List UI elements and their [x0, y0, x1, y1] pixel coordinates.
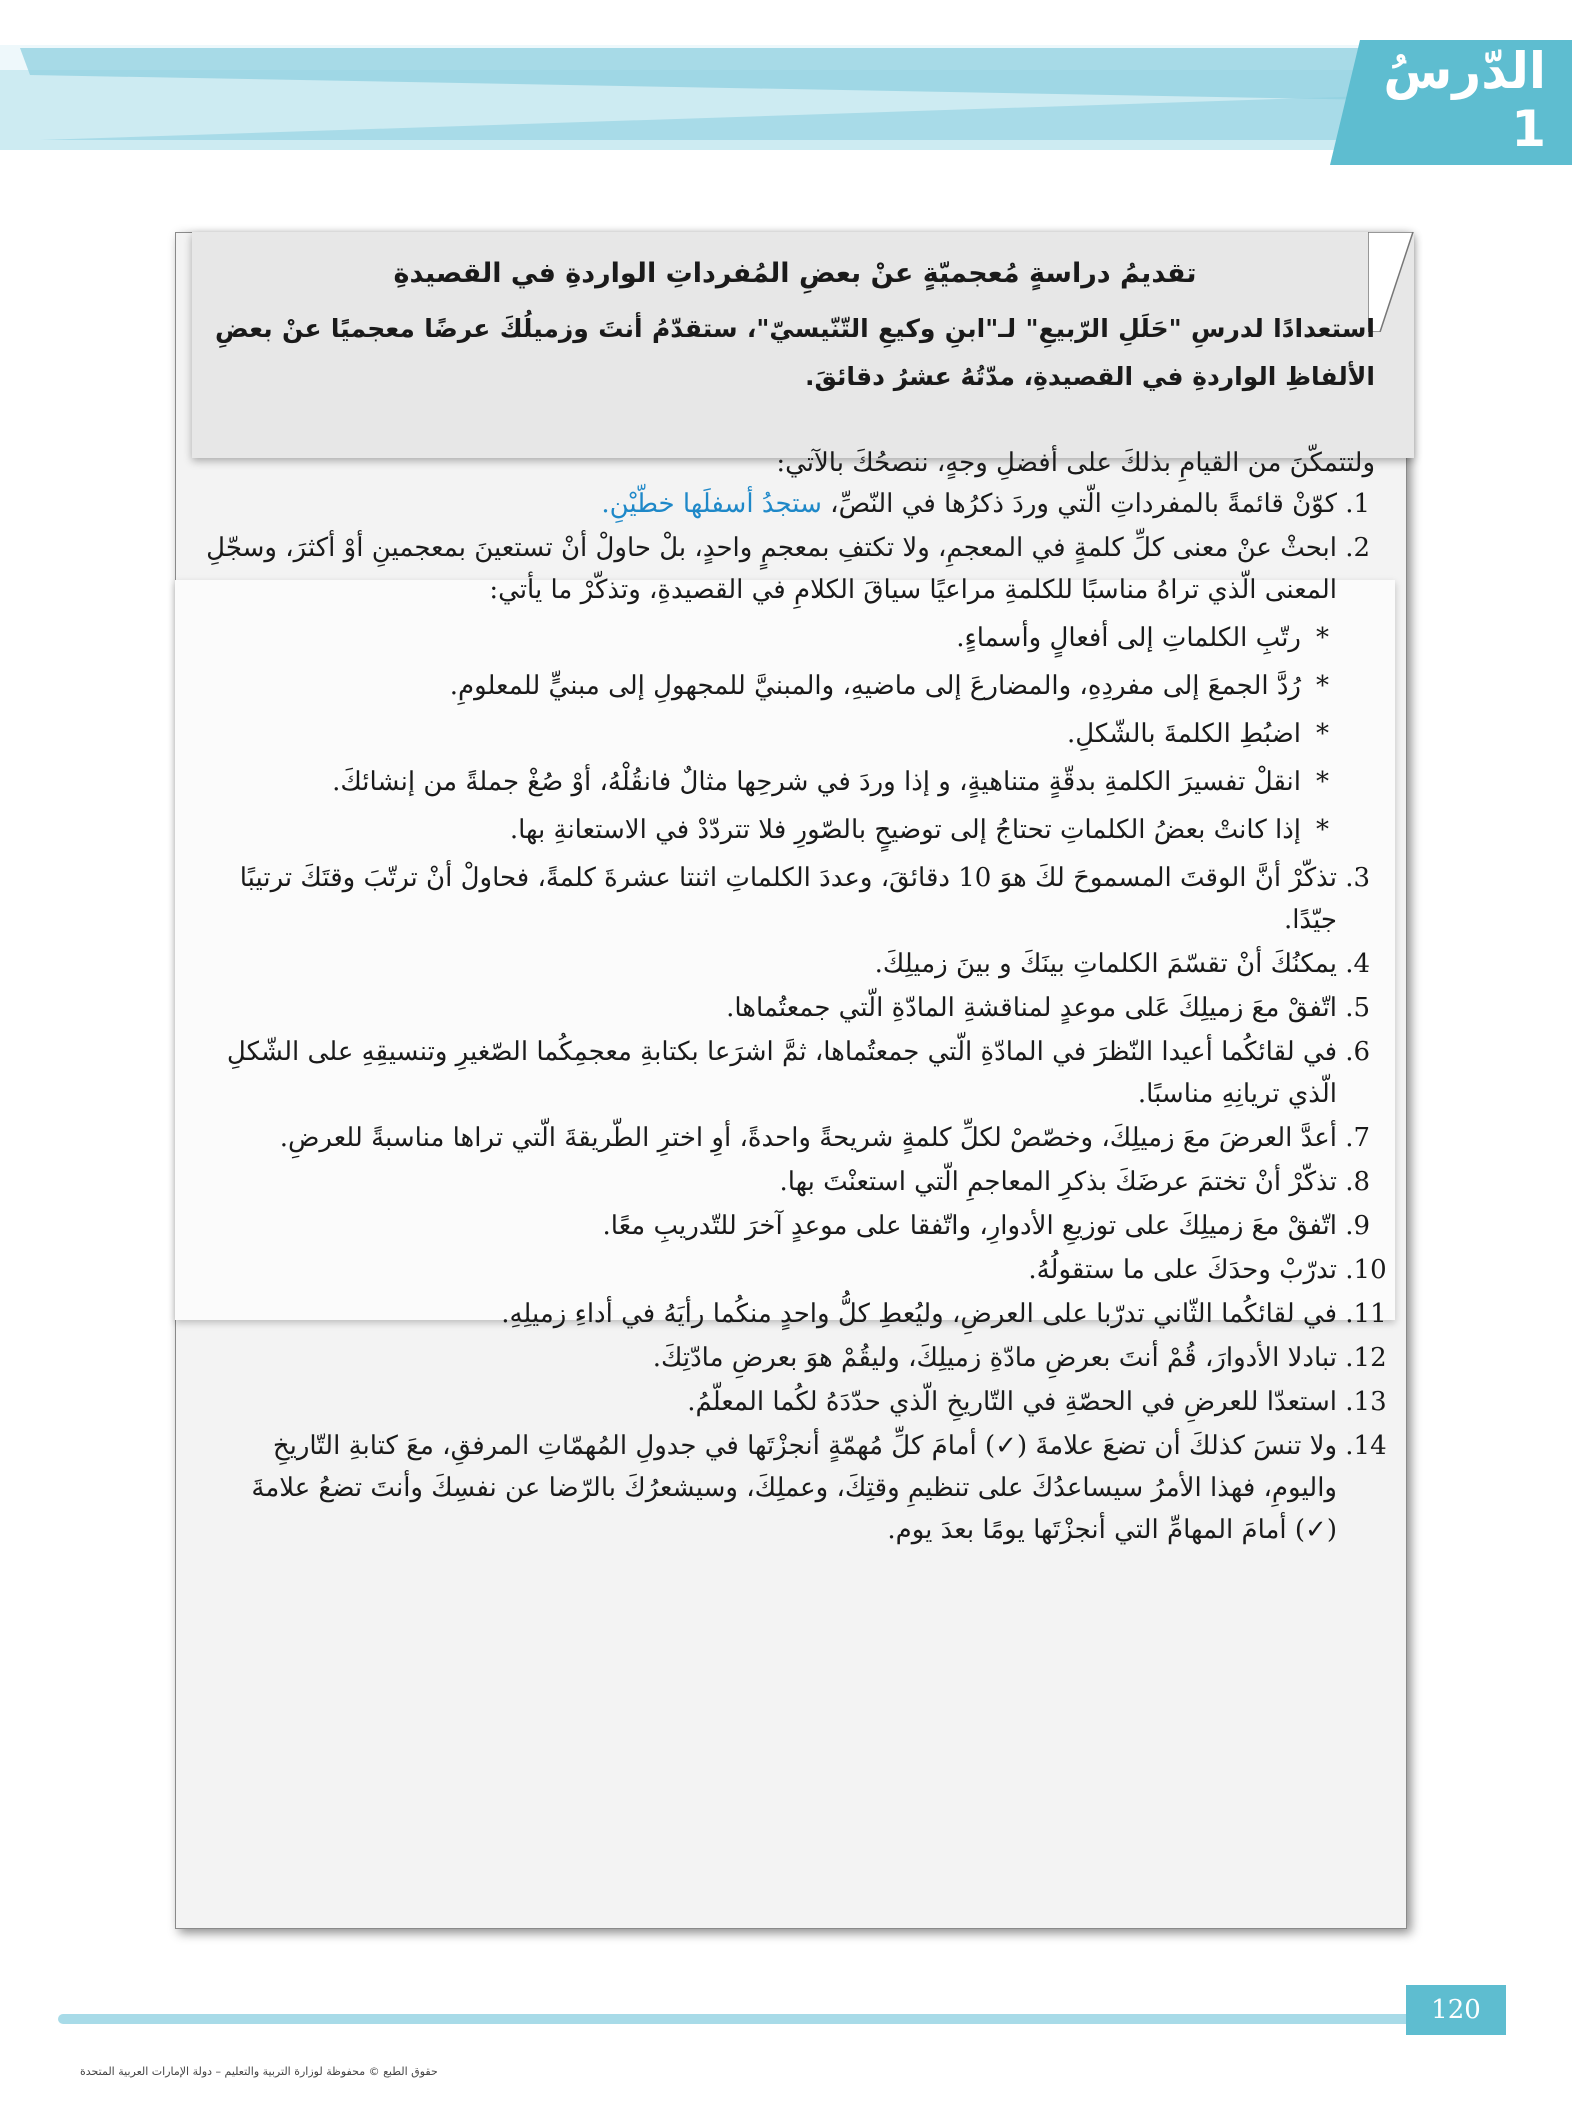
lead-paragraph: ولتتمكّنَ من القيامِ بذلكَ على أفضلِ وجهٍ، ننصحُكَ بالآتي: — [776, 448, 1375, 478]
bullet-item: * رتّبِ الكلماتِ إلى أفعالٍ وأسماءٍ. — [205, 617, 1301, 659]
intro-text: استعدادًا لدرسِ "حَلَلِ الرّبيعِ" لـ"ابنِ وكيعِ التّنّيسيّ"، ستقدّمُ أنتَ وزميلُكَ عرضًا معجميًا عنْ بعضِ الألفاظِ الواردةِ في القصيدةِ، مدّتُهُ عشرُ دقائقَ. — [215, 314, 1375, 391]
lesson-number: 1 — [1511, 100, 1546, 158]
list-item: 12. تبادلا الأدوارَ، قُمْ أنتَ بعرضِ مادّةِ زميلِكَ، وليقُمْ هوَ بعرضِ مادّتِكَ. — [205, 1337, 1337, 1379]
list-item: 11. في لقائكُما الثّاني تدرّبا على العرضِ، وليُعطِ كلُّ واحدٍ منكُما رأيَهُ في أداءِ زميلِهِ. — [205, 1293, 1337, 1335]
list-item: 7. أعدَّ العرضَ معَ زميلِكَ، وخصّصْ لكلِّ كلمةٍ شريحةً واحدةً، أوِ اخترِ الطّريقةَ الّتي تراها مناسبةً للعرضِ. — [205, 1117, 1337, 1159]
list-item: 6. في لقائكُما أعيدا النّظرَ في المادّةِ الّتي جمعتُماها، ثمَّ اشرَعا بكتابةِ معجمِكُما الصّغيرِ وتنسيقِهِ على الشّكلِ الّذي تريانِهِ مناسبًا. — [205, 1031, 1337, 1115]
copyright-text: حقوق الطبع © محفوظة لوزارة التربية والتعليم – دولة الإمارات العربية المتحدة — [80, 2065, 438, 2078]
highlight-text: ستجدُ أسفلَها خطّيْنِ. — [601, 489, 822, 519]
bullet-item: * رُدَّ الجمعَ إلى مفردِهِ، والمضارعَ إلى ماضيهِ، والمبنيَّ للمجهولِ إلى مبنيٍّ للمعلومِ. — [205, 665, 1301, 707]
list-item: 4. يمكنُكَ أنْ تقسّمَ الكلماتِ بينَكَ و بينَ زميلِكَ. — [205, 943, 1337, 985]
list-item: 2. ابحثْ عنْ معنى كلِّ كلمةٍ في المعجمِ، ولا تكتفِ بمعجمٍ واحدٍ، بلْ حاولْ أنْ تستعينَ بمعجمينِ أوْ أكثرَ، وسجّلِ المعنى الّذي تراهُ مناسبًا للكلمةِ مراعيًا سياقَ الكلامِ في القصيدةِ، وتذكّرْ ما يأتي: * رتّبِ الكلماتِ إلى أفعالٍ وأسماءٍ. * رُدَّ الجمعَ إلى مفردِهِ، والمضارعَ إلى ماضيهِ، والمبنيَّ للمجهولِ إلى مبنيٍّ للمعلومِ. * اضبُطِ الكلمةَ بالشّكلِ. * انقلْ تفسيرَ الكلمةِ بدقّةٍ متناهيةٍ، و إذا وردَ في شرحِها مثالٌ فانقُلْهُ، أوْ صُغْ جملةً من إنشائكَ. * إذا كانتْ بعضُ الكلماتِ تحتاجُ إلى توضيحٍ بالصّورِ فلا تتردّدْ في الاستعانةِ بها. — [205, 527, 1337, 851]
header-banner — [0, 0, 1572, 200]
list-item: 13. استعدّا للعرضِ في الحصّةِ في التّاريخِ الّذي حدّدَهُ لكُما المعلّمُ. — [205, 1381, 1337, 1423]
bullet-list — [205, 617, 1337, 851]
list-item: 1. كوّنْ قائمةً بالمفرداتِ الّتي وردَ ذكرُها في النّصِّ، ستجدُ أسفلَها خطّيْنِ. — [205, 483, 1337, 525]
steps-list — [205, 483, 1385, 1551]
page-number: 120 — [1406, 1985, 1506, 2035]
lesson-label — [1376, 42, 1546, 158]
list-item: 3. تذكّرْ أنَّ الوقتَ المسموحَ لكَ هوَ 10 دقائقَ، وعددَ الكلماتِ اثنتا عشرةَ كلمةً، فحاولْ أنْ ترتّبَ وقتَكَ ترتيبًا جيّدًا. — [205, 857, 1337, 941]
list-item: 10. تدرّبْ وحدَكَ على ما ستقولُهُ. — [205, 1249, 1337, 1291]
bullet-item: * إذا كانتْ بعضُ الكلماتِ تحتاجُ إلى توضيحٍ بالصّورِ فلا تتردّدْ في الاستعانةِ بها. — [205, 809, 1301, 851]
bullet-item: * انقلْ تفسيرَ الكلمةِ بدقّةٍ متناهيةٍ، و إذا وردَ في شرحِها مثالٌ فانقُلْهُ، أوْ صُغْ جملةً من إنشائكَ. — [205, 761, 1301, 803]
footer-bar — [58, 2014, 1418, 2024]
list-item: 8. تذكّرْ أنْ تختمَ عرضَكَ بذكرِ المعاجمِ الّتي استعنْتَ بها. — [205, 1161, 1337, 1203]
list-item: 5. اتّفقْ معَ زميلِكَ عَلى موعدٍ لمناقشةِ المادّةِ الّتي جمعتُماها. — [205, 987, 1337, 1029]
bullet-item: * اضبُطِ الكلمةَ بالشّكلِ. — [205, 713, 1301, 755]
list-item: 9. اتّفقْ معَ زميلِكَ على توزيعِ الأدوارِ، واتّفقا على موعدٍ آخرَ للتّدريبِ معًا. — [205, 1205, 1337, 1247]
lesson-title: الدّرسُ — [1383, 42, 1546, 100]
activity-content — [205, 258, 1385, 1913]
intro-title: تقديمُ دراسةٍ مُعجميّةٍ عنْ بعضِ المُفرداتِ الواردةِ في القصيدةِ — [393, 258, 1197, 289]
list-item: 14. ولا تنسَ كذلكَ أن تضعَ علامةَ (✓) أمامَ كلِّ مُهمّةٍ أنجزْتَها في جدولِ المُهمّاتِ المرفقِ، معَ كتابةِ التّاريخِ واليومِ، فهذا الأمرُ سيساعدُكَ على تنظيمِ وقتِكَ، وعملِكَ، وسيشعرُكَ بالرّضا عن نفسِكَ وأنتَ تضعُ علامةَ (✓) أمامَ المهامِّ التي أنجزْتَها يومًا بعدَ يوم. — [205, 1425, 1337, 1551]
